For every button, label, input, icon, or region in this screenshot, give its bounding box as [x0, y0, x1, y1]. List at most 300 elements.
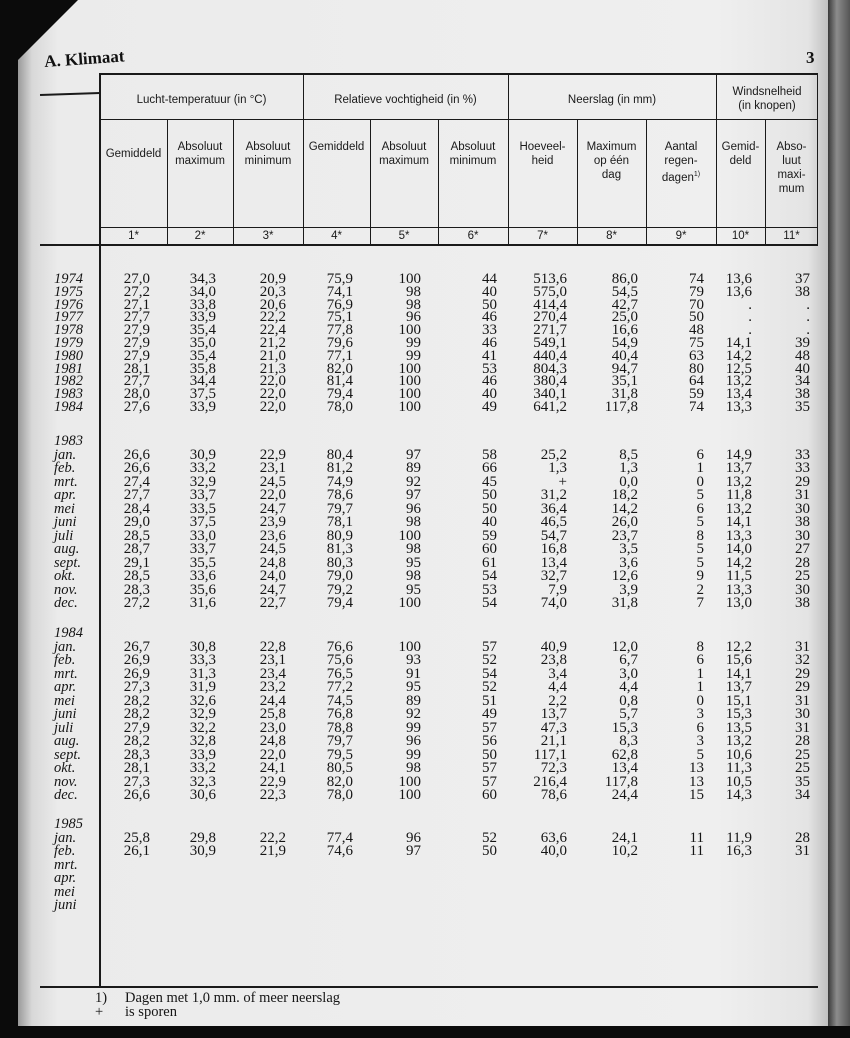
cell-value [100, 872, 167, 886]
cell-value: 24,0 [259, 568, 286, 584]
cell-value: 117,1 [533, 746, 567, 763]
table-row [40, 554, 830, 571]
column-number: 4* [331, 230, 342, 242]
table-row [40, 638, 830, 655]
column-header: Gemiddeld [308, 141, 365, 153]
cell-value: 96 [406, 500, 421, 517]
cell-value [370, 859, 438, 873]
cell-value: 52 [482, 652, 497, 668]
cell-value: 63 [689, 347, 704, 364]
cell-value: 22,7 [259, 595, 286, 611]
cell-value: 117,8 [604, 398, 638, 415]
cell-value [765, 872, 818, 886]
row-label: 1974 [54, 271, 83, 287]
cell-value: . [748, 296, 752, 313]
table-row [40, 375, 830, 388]
row-label: 1979 [54, 334, 83, 351]
cell-value: 100 [398, 638, 421, 655]
cell-value: 59 [482, 527, 497, 544]
cell-value: 100 [398, 360, 421, 377]
cell-value: 5 [696, 514, 704, 530]
row-label: feb. [54, 652, 76, 668]
cell-value [167, 859, 233, 873]
cell-value: 0,0 [619, 473, 638, 490]
cell-value: 14,2 [725, 554, 752, 571]
column-header: Hoeveel- heid [519, 141, 566, 167]
cell-value: 48 [795, 347, 810, 364]
column-divider [370, 119, 371, 245]
cell-value: 6 [696, 446, 704, 463]
cell-value [167, 899, 233, 913]
cell-value: 52 [482, 679, 497, 695]
cell-value: 99 [406, 334, 421, 351]
cell-value: 77,2 [326, 679, 353, 695]
cell-value: 100 [398, 398, 421, 415]
row-label: nov. [54, 581, 78, 598]
table-row [40, 543, 830, 557]
cell-value: 31,6 [189, 595, 216, 611]
table-row [40, 845, 830, 859]
table-row [40, 311, 830, 324]
cell-value: 76,9 [326, 296, 353, 313]
cell-value: 24,4 [259, 692, 286, 709]
column-header: Abso- luut maxi- mum [776, 141, 807, 195]
column-number: 11* [783, 230, 800, 242]
cell-value: 2 [696, 581, 704, 598]
cell-value: . [748, 309, 752, 326]
cell-value: 13,2 [725, 373, 752, 390]
table-row [40, 692, 830, 709]
cell-value: 50 [482, 746, 497, 763]
table-row [40, 735, 830, 749]
cell-value: 33 [795, 460, 810, 476]
cell-value: 16,8 [540, 541, 567, 557]
cell-value: 21,3 [259, 360, 286, 377]
cell-value: 12,5 [725, 360, 752, 377]
group-header-rule [100, 119, 818, 120]
cell-value [765, 899, 818, 913]
cell-value: 29,8 [189, 829, 216, 846]
cell-value: 32,7 [540, 568, 567, 584]
cell-value: 18,2 [611, 487, 638, 503]
cell-value: 10,2 [611, 843, 638, 859]
cell-value: 8,3 [619, 733, 638, 749]
cell-value [765, 886, 818, 900]
cell-value: 26,6 [123, 460, 150, 476]
cell-value: 13,5 [725, 719, 752, 736]
cell-value: 35,4 [189, 347, 216, 364]
cell-value: 54 [482, 595, 497, 611]
cell-value: 28 [795, 733, 810, 749]
block-heading-row [40, 435, 830, 449]
cell-value: 30 [795, 527, 810, 544]
column-number: 8* [606, 230, 617, 242]
cell-value: 96 [406, 829, 421, 846]
cell-value: 74,5 [326, 692, 353, 709]
block-1985-monthly [40, 818, 830, 913]
cell-value: 82,0 [326, 360, 353, 377]
cell-value: 0 [696, 692, 704, 709]
cell-value: 95 [406, 679, 421, 695]
cell-value: 13,3 [725, 527, 752, 544]
cell-value: 5 [696, 541, 704, 557]
table-row [40, 398, 830, 415]
cell-value [370, 899, 438, 913]
column-header: Gemid- deld [721, 141, 760, 167]
cell-value: 32,8 [189, 733, 216, 749]
row-label: sept. [54, 554, 81, 571]
cell-value: 95 [406, 581, 421, 598]
cell-value: 38 [795, 514, 810, 530]
cell-value: 46 [482, 309, 497, 326]
cell-value: 74 [689, 398, 704, 415]
cell-value: 14,2 [725, 347, 752, 364]
cell-value: 22,2 [259, 829, 286, 846]
cell-value: 23,4 [259, 665, 286, 682]
column-number: 10* [731, 230, 750, 242]
cell-value: 2,2 [548, 692, 567, 709]
cell-value: 49 [482, 398, 497, 415]
cell-value: 22,2 [259, 309, 286, 326]
cell-value: 14,1 [725, 665, 752, 682]
row-label: jan. [54, 638, 77, 655]
cell-value: 100 [398, 595, 421, 611]
cell-value: 31,9 [189, 679, 216, 695]
cell-value: 549,1 [533, 334, 567, 351]
row-label: mei [54, 692, 75, 709]
cell-value: 46 [482, 373, 497, 390]
cell-value: 78,6 [540, 787, 567, 803]
cell-value: 40 [795, 360, 810, 377]
table-row [40, 516, 830, 530]
cell-value: 40 [482, 386, 497, 403]
cell-value: 99 [406, 347, 421, 364]
cell-value: 31,8 [611, 386, 638, 403]
group-header-humidity: Relatieve vochtigheid (in %) [334, 94, 477, 106]
cell-value: 22,0 [259, 746, 286, 763]
cell-value: 42,7 [611, 296, 638, 313]
block-heading: 1983 [54, 433, 83, 449]
cell-value: 13,0 [725, 595, 752, 611]
column-number: 6* [467, 230, 479, 242]
cell-value [716, 872, 765, 886]
cell-value: 37 [795, 271, 810, 287]
cell-value: 54,7 [540, 527, 567, 544]
cell-value: 13,4 [540, 554, 567, 571]
cell-value: 78,1 [326, 514, 353, 530]
cell-value: 33 [482, 322, 497, 339]
cell-value: 44 [482, 271, 497, 287]
cell-value: 97 [406, 843, 421, 859]
cell-value: 50 [482, 296, 497, 313]
row-label: apr. [54, 679, 77, 695]
table-row [40, 654, 830, 668]
cell-value: 271,7 [533, 322, 567, 339]
cell-value: 31 [795, 638, 810, 655]
cell-value: 48 [689, 322, 704, 339]
cell-value: 1 [696, 665, 704, 682]
cell-value [370, 886, 438, 900]
cell-value: 57 [482, 719, 497, 736]
cell-value: 40,4 [611, 347, 638, 364]
column-divider [233, 119, 234, 245]
cell-value: 75 [689, 334, 704, 351]
cell-value: 1,3 [548, 460, 567, 476]
cell-value: 46 [482, 334, 497, 351]
cell-value: 30,6 [189, 787, 216, 803]
cell-value: 11,8 [726, 487, 752, 503]
cell-value: 8 [696, 638, 704, 655]
column-header: Absoluut maximum [175, 141, 225, 167]
cell-value: 100 [398, 773, 421, 790]
cell-value [577, 886, 646, 900]
cell-value: 24,4 [611, 787, 638, 803]
cell-value: 27,7 [123, 309, 150, 326]
cell-value: 6 [696, 652, 704, 668]
cell-value: 79,7 [326, 733, 353, 749]
cell-value: 3,9 [619, 581, 638, 598]
cell-value: 50 [482, 500, 497, 517]
cell-value: 22,4 [259, 322, 286, 339]
cell-value: 32,6 [189, 692, 216, 709]
cell-value: 27,3 [123, 679, 150, 695]
cell-value: 30 [795, 581, 810, 598]
cell-value: 79 [689, 283, 704, 300]
cell-value: 23,6 [259, 527, 286, 544]
cell-value: 270,4 [533, 309, 567, 326]
cell-value: 31,8 [611, 595, 638, 611]
cell-value: 27 [795, 541, 810, 557]
cell-value: 34 [795, 787, 810, 803]
cell-value: 13 [689, 760, 704, 776]
cell-value: 100 [398, 527, 421, 544]
cell-value [233, 859, 303, 873]
cell-value: 72,3 [540, 760, 567, 776]
table-row [40, 462, 830, 476]
table-top-rule [100, 73, 818, 75]
block-heading: 1985 [54, 816, 83, 832]
cell-value: 29,0 [123, 514, 150, 530]
column-number: 2* [194, 230, 206, 242]
table-row [40, 360, 830, 377]
block-yearly [40, 273, 830, 414]
cell-value: 7 [696, 595, 704, 611]
cell-value [508, 886, 577, 900]
column-number: 9* [675, 230, 687, 242]
cell-value: 23,2 [259, 679, 286, 695]
cell-value: 13,3 [725, 581, 752, 598]
cell-value [100, 859, 167, 873]
cell-value: 26,0 [611, 514, 638, 530]
cell-value: 24,7 [259, 500, 286, 517]
cell-value: 13,7 [725, 679, 752, 695]
cell-value: 57 [482, 760, 497, 776]
table-row [40, 283, 830, 300]
cell-value: 641,2 [533, 398, 567, 415]
cell-value [646, 859, 716, 873]
table-row [40, 597, 830, 611]
cell-value: 34 [795, 373, 810, 390]
cell-value: 13,6 [725, 271, 752, 287]
cell-value [716, 899, 765, 913]
cell-value: 80,9 [326, 527, 353, 544]
cell-value: 804,3 [533, 360, 567, 377]
cell-value: 24,8 [259, 554, 286, 571]
cell-value: 414,4 [533, 296, 567, 313]
table-row [40, 500, 830, 517]
row-label: juli [54, 527, 74, 544]
cell-value: 26,9 [123, 665, 150, 682]
cell-value: 28,3 [123, 581, 150, 598]
cell-value [716, 886, 765, 900]
cell-value: 0,8 [619, 692, 638, 709]
cell-value: 14,3 [725, 787, 752, 803]
row-label: aug. [54, 733, 80, 749]
cell-value [508, 859, 577, 873]
cell-value: 96 [406, 733, 421, 749]
group-header-temperature: Lucht-temperatuur (in °C) [136, 94, 267, 106]
cell-value: 53 [482, 360, 497, 377]
cell-value: 20,3 [259, 283, 286, 300]
column-header: Gemiddeld [105, 148, 162, 160]
cell-value [303, 886, 370, 900]
cell-value: 13,2 [725, 473, 752, 490]
cell-value: 11 [689, 829, 704, 846]
table-row [40, 527, 830, 544]
row-label: apr. [54, 870, 77, 886]
cell-value: 22,0 [259, 487, 286, 503]
cell-value: 23,7 [611, 527, 638, 544]
table-row [40, 324, 830, 337]
table-row [40, 446, 830, 463]
cell-value: 40 [482, 283, 497, 300]
cell-value: 24,5 [259, 473, 286, 490]
cell-value: 75,6 [326, 652, 353, 668]
cell-value: 77,8 [326, 322, 353, 339]
cell-value: 27,3 [123, 773, 150, 790]
cell-value: 28,2 [123, 692, 150, 709]
cell-value: 100 [398, 386, 421, 403]
table-row [40, 681, 830, 695]
cell-value: 29 [795, 665, 810, 682]
column-header: Maximum op één dag [586, 141, 637, 181]
cell-value: 30,9 [189, 843, 216, 859]
cell-value: 31 [795, 719, 810, 736]
cell-value: 33,5 [189, 500, 216, 517]
cell-value: 3 [696, 733, 704, 749]
cell-value: 513,6 [533, 271, 567, 287]
cell-value: 27,0 [123, 271, 150, 287]
cell-value: 23,1 [259, 652, 286, 668]
cell-value: 27,9 [123, 719, 150, 736]
row-label: feb. [54, 843, 76, 859]
table-row [40, 789, 830, 803]
cell-value: 28,0 [123, 386, 150, 403]
cell-value: 25 [795, 746, 810, 763]
cell-value: 33,2 [189, 760, 216, 776]
cell-value: 86,0 [611, 271, 638, 287]
column-divider [438, 119, 439, 245]
cell-value: 30,8 [189, 638, 216, 655]
cell-value [508, 872, 577, 886]
cell-value: 40,9 [540, 638, 567, 655]
cell-value: 77,1 [326, 347, 353, 364]
cell-value: 79,5 [326, 746, 353, 763]
cell-value: 117,8 [604, 773, 638, 790]
cell-value: 54 [482, 568, 497, 584]
column-header-label: Aantal regen- dagen [661, 141, 698, 184]
cell-value: 79,7 [326, 500, 353, 517]
cell-value: 78,8 [326, 719, 353, 736]
cell-value [646, 886, 716, 900]
cell-value: 1 [696, 460, 704, 476]
cell-value: 81,3 [326, 541, 353, 557]
cell-value: 13,3 [725, 398, 752, 415]
row-label: jan. [54, 446, 77, 463]
table-row [40, 334, 830, 351]
cell-value [100, 899, 167, 913]
cell-value: 76,5 [326, 665, 353, 682]
cell-value: 29 [795, 473, 810, 490]
cell-value: 14,9 [725, 446, 752, 463]
cell-value: 64 [689, 373, 704, 390]
cell-value: 15,1 [725, 692, 752, 709]
cell-value [167, 872, 233, 886]
cell-value: 22,3 [259, 787, 286, 803]
cell-value: 28,5 [123, 568, 150, 584]
group-header-wind: Windsnelheid (in knopen) [732, 86, 802, 112]
cell-value: 22,0 [259, 386, 286, 403]
row-label: 1981 [54, 360, 83, 377]
cell-value: 29 [795, 679, 810, 695]
cell-value: 61 [482, 554, 497, 571]
cell-value: 57 [482, 638, 497, 655]
cell-value: 41 [482, 347, 497, 364]
cell-value: 34,0 [189, 283, 216, 300]
cell-value: 11 [689, 843, 704, 859]
cell-value [438, 886, 508, 900]
table-row [40, 489, 830, 503]
table-row [40, 883, 830, 900]
cell-value: 35,8 [189, 360, 216, 377]
cell-value: 13,4 [725, 386, 752, 403]
cell-value: 80 [689, 360, 704, 377]
block-heading-row [40, 627, 830, 641]
cell-value: 6 [696, 500, 704, 517]
cell-value: 96 [406, 309, 421, 326]
cell-value: 6 [696, 719, 704, 736]
cell-value: 99 [406, 719, 421, 736]
cell-value: 21,0 [259, 347, 286, 364]
column-header [646, 140, 716, 185]
cell-value: 33,3 [189, 652, 216, 668]
cell-value: 47,3 [540, 719, 567, 736]
cell-value [370, 872, 438, 886]
cell-value: 24,1 [259, 760, 286, 776]
cell-value: 21,1 [540, 733, 567, 749]
cell-value: 95 [406, 554, 421, 571]
cell-value: 32,9 [189, 473, 216, 490]
column-divider [577, 119, 578, 245]
cell-value: 27,2 [123, 283, 150, 300]
cell-value: 62,8 [611, 746, 638, 763]
cell-value: 6,7 [619, 652, 638, 668]
cell-value: 380,4 [533, 373, 567, 390]
row-label: mei [54, 500, 75, 517]
cell-value: 76,6 [326, 638, 353, 655]
cell-value: 33,9 [189, 309, 216, 326]
cell-value: 54,5 [611, 283, 638, 300]
